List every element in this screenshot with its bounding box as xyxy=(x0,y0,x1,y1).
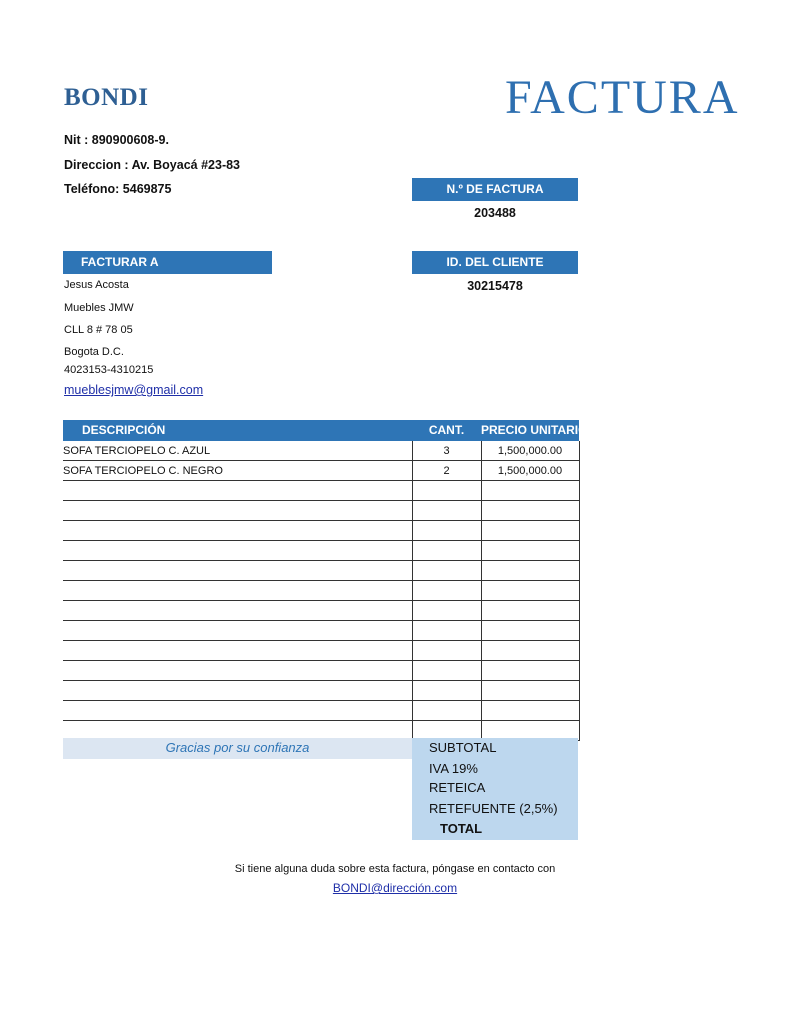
client-id: 30215478 xyxy=(467,279,523,293)
item-description-cell xyxy=(63,641,412,661)
item-description-cell xyxy=(63,581,412,601)
table-row xyxy=(63,601,579,621)
client-name: Jesus Acosta xyxy=(64,279,129,291)
bill-to-header: FACTURAR A xyxy=(63,251,272,274)
item-description-cell: SOFA TERCIOPELO C. NEGRO xyxy=(63,461,412,481)
reteica-label: RETEICA xyxy=(429,780,486,795)
item-price-cell: 1,500,000.00 xyxy=(481,441,579,461)
invoice-number-header: N.º DE FACTURA xyxy=(412,178,578,201)
item-quantity-cell: 2 xyxy=(412,461,481,481)
table-row xyxy=(63,701,579,721)
item-price-cell xyxy=(481,601,579,621)
item-price-cell xyxy=(481,661,579,681)
table-row xyxy=(63,641,579,661)
item-price-cell xyxy=(481,581,579,601)
company-nit: Nit : 890900608-9. xyxy=(64,133,169,147)
footer-email-link[interactable]: BONDI@dirección.com xyxy=(332,881,458,895)
item-quantity-cell xyxy=(412,561,481,581)
description-column-header: DESCRIPCIÓN xyxy=(82,423,166,437)
item-price-cell xyxy=(481,641,579,661)
item-quantity-cell xyxy=(412,521,481,541)
item-price-cell xyxy=(481,701,579,721)
item-price-cell xyxy=(481,481,579,501)
client-company: Muebles JMW xyxy=(64,302,134,314)
unit-price-column-header: PRECIO UNITARIO xyxy=(481,423,588,437)
table-row xyxy=(63,581,579,601)
item-description-cell xyxy=(63,521,412,541)
invoice-number: 203488 xyxy=(474,206,516,220)
item-price-cell xyxy=(481,501,579,521)
retefuente-label: RETEFUENTE (2,5%) xyxy=(429,801,558,816)
thanks-message: Gracias por su confianza xyxy=(63,738,412,759)
item-price-cell xyxy=(481,541,579,561)
company-address: Direccion : Av. Boyacá #23-83 xyxy=(64,158,241,172)
item-price-cell xyxy=(481,521,579,541)
table-row xyxy=(63,521,579,541)
table-row xyxy=(63,661,579,681)
item-quantity-cell xyxy=(412,481,481,501)
item-price-cell: 1,500,000.00 xyxy=(481,461,579,481)
item-description-cell xyxy=(63,621,412,641)
item-quantity-cell xyxy=(412,501,481,521)
item-description-cell xyxy=(63,701,412,721)
item-quantity-cell xyxy=(412,581,481,601)
table-row xyxy=(63,621,579,641)
item-price-cell xyxy=(481,561,579,581)
table-row xyxy=(63,541,579,561)
subtotal-label: SUBTOTAL xyxy=(429,740,497,755)
client-address: CLL 8 # 78 05 xyxy=(64,324,133,336)
item-description-cell xyxy=(63,541,412,561)
table-row xyxy=(63,461,579,481)
company-name: BONDI xyxy=(64,84,149,111)
quantity-column-header: CANT. xyxy=(428,423,465,437)
item-quantity-cell xyxy=(412,681,481,701)
table-row xyxy=(63,501,579,521)
item-quantity-cell xyxy=(412,601,481,621)
item-description-cell xyxy=(63,681,412,701)
item-price-cell xyxy=(481,621,579,641)
table-row xyxy=(63,681,579,701)
item-description-cell xyxy=(63,561,412,581)
table-row xyxy=(63,441,579,461)
document-title: FACTURA xyxy=(505,71,740,124)
table-row xyxy=(63,561,579,581)
item-price-cell xyxy=(481,681,579,701)
item-quantity-cell xyxy=(412,621,481,641)
item-description-cell: SOFA TERCIOPELO C. AZUL xyxy=(63,441,412,461)
item-quantity-cell xyxy=(412,661,481,681)
item-description-cell xyxy=(63,501,412,521)
company-phone: Teléfono: 5469875 xyxy=(64,182,172,196)
item-quantity-cell xyxy=(412,641,481,661)
footer-contact-text: Si tiene alguna duda sobre esta factura, póngase en contacto con xyxy=(234,863,556,875)
item-description-cell xyxy=(63,661,412,681)
total-label: TOTAL xyxy=(440,821,483,836)
item-description-cell xyxy=(63,481,412,501)
item-description-cell xyxy=(63,601,412,621)
item-quantity-cell xyxy=(412,701,481,721)
client-id-header: ID. DEL CLIENTE xyxy=(412,251,578,274)
client-city: Bogota D.C. xyxy=(64,346,124,358)
iva-label: IVA 19% xyxy=(429,761,478,776)
client-email-link[interactable]: mueblesjmw@gmail.com xyxy=(64,383,204,397)
item-quantity-cell: 3 xyxy=(412,441,481,461)
item-quantity-cell xyxy=(412,541,481,561)
table-row xyxy=(63,481,579,501)
items-table xyxy=(63,441,580,741)
client-phone: 4023153-4310215 xyxy=(64,364,154,376)
